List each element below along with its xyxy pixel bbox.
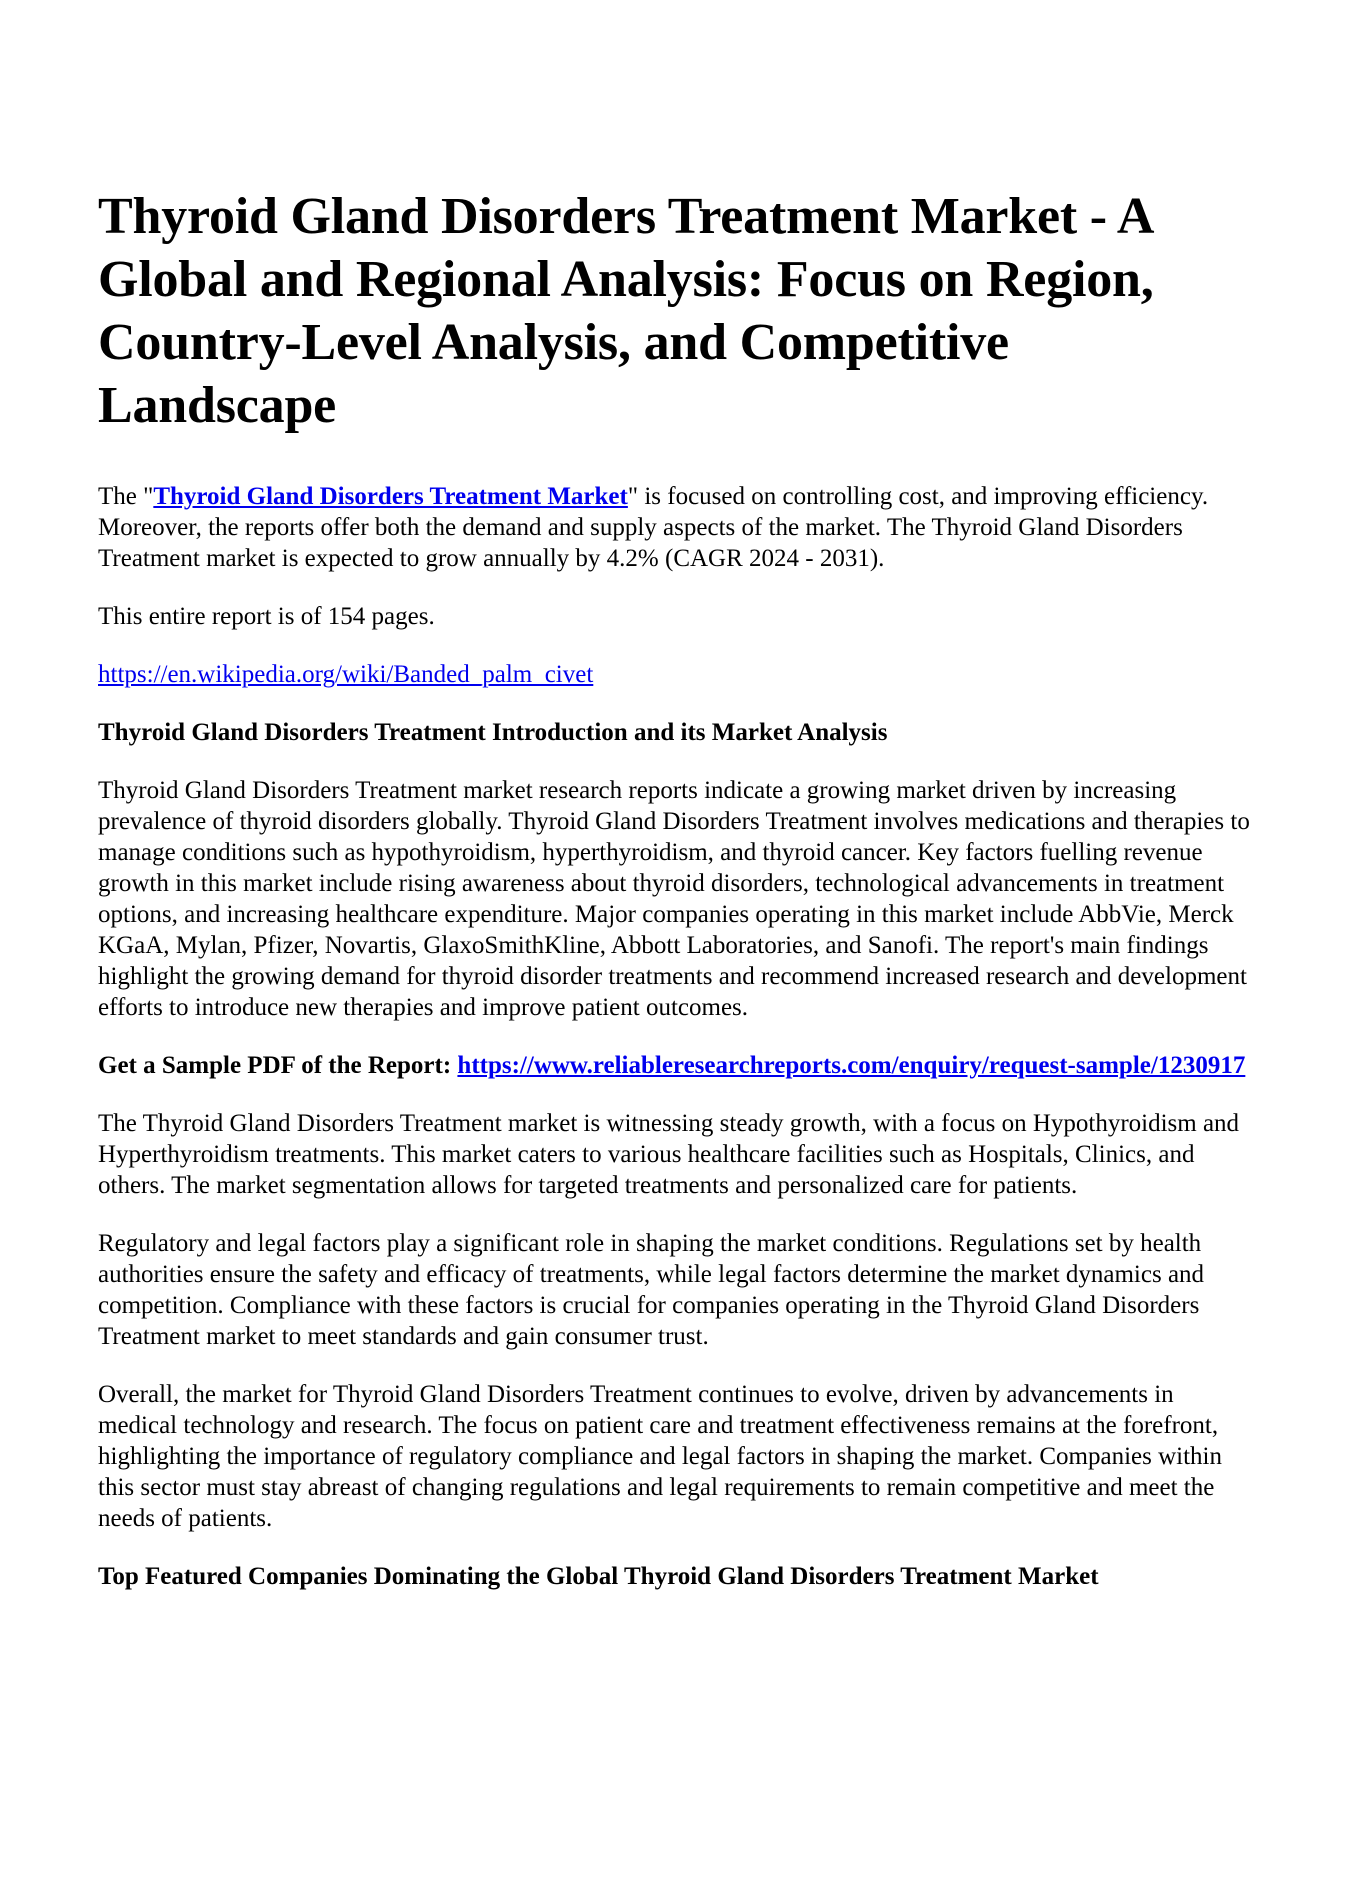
sample-pdf-link[interactable]: https://www.reliableresearchreports.com/enquiry/request-sample/1230917	[457, 1052, 1246, 1079]
regulatory-paragraph: Regulatory and legal factors play a significant role in shaping the market conditions. Regulations set by health authorities ensure the safety and efficacy of treatments, while legal factors determine the market dynamics and competition. Compliance with these factors is crucial for companies operating in the Thyroid Gland Disorders Treatment market to meet standards and gain consumer trust.	[98, 1230, 1205, 1350]
intro-prefix: The "	[98, 483, 154, 510]
wiki-link[interactable]: https://en.wikipedia.org/wiki/Banded_palm_civet	[98, 661, 594, 688]
growth-paragraph: The Thyroid Gland Disorders Treatment market is witnessing steady growth, with a focus on Hypothyroidism and Hyperthyroidism treatments. This market caters to various healthcare facilities such as Hospitals, Clinics, and others. The market segmentation allows for targeted treatments and personalized care for patients.	[98, 1110, 1240, 1199]
market-analysis-paragraph: Thyroid Gland Disorders Treatment market research reports indicate a growing market driven by increasing prevalence of thyroid disorders globally. Thyroid Gland Disorders Treatment involves medications and therapies to manage conditions such as hypothyroidism, hyperthyroidism, and thyroid cancer. Key factors fuelling revenue growth in this market include rising awareness about thyroid disorders, technological advancements in treatment options, and increasing healthcare expenditure. Major companies operating in this market include AbbVie, Merck KGaA, Mylan, Pfizer, Novartis, GlaxoSmithKline, Abbott Laboratories, and Sanofi. The report's main findings highlight the growing demand for thyroid disorder treatments and recommend increased research and development efforts to introduce new therapies and improve patient outcomes.	[98, 777, 1250, 1021]
market-report-link[interactable]: Thyroid Gland Disorders Treatment Market	[153, 483, 628, 510]
section-heading-introduction: Thyroid Gland Disorders Treatment Introduction and its Market Analysis	[98, 719, 888, 746]
section-heading-top-companies: Top Featured Companies Dominating the Global Thyroid Gland Disorders Treatment Market	[98, 1563, 1099, 1590]
sample-pdf-label: Get a Sample PDF of the Report:	[98, 1052, 458, 1079]
page-title: Thyroid Gland Disorders Treatment Market - A Global and Regional Analysis: Focus on Region, Country-Level Analysis, and Competitive Landscape	[98, 188, 1154, 434]
pages-count-text: This entire report is of 154 pages.	[98, 603, 435, 630]
overall-paragraph: Overall, the market for Thyroid Gland Disorders Treatment continues to evolve, driven by advancements in medical technology and research. The focus on patient care and treatment effectiveness remains at the forefront, highlighting the importance of regulatory compliance and legal factors in shaping the market. Companies within this sector must stay abreast of changing regulations and legal requirements to remain competitive and meet the needs of patients.	[98, 1381, 1222, 1532]
intro-suffix: " is focused on controlling cost, and improving efficiency. Moreover, the reports offer both the demand and supply aspects of the market. The Thyroid Gland Disorders Treatment market is expected to grow annually by 4.2% (CAGR 2024 - 2031).	[98, 483, 1209, 572]
document-page	[98, 185, 1258, 1619]
intro-paragraph	[98, 481, 1258, 574]
sample-pdf-paragraph	[98, 1050, 1258, 1081]
wiki-link-paragraph	[98, 659, 1258, 690]
